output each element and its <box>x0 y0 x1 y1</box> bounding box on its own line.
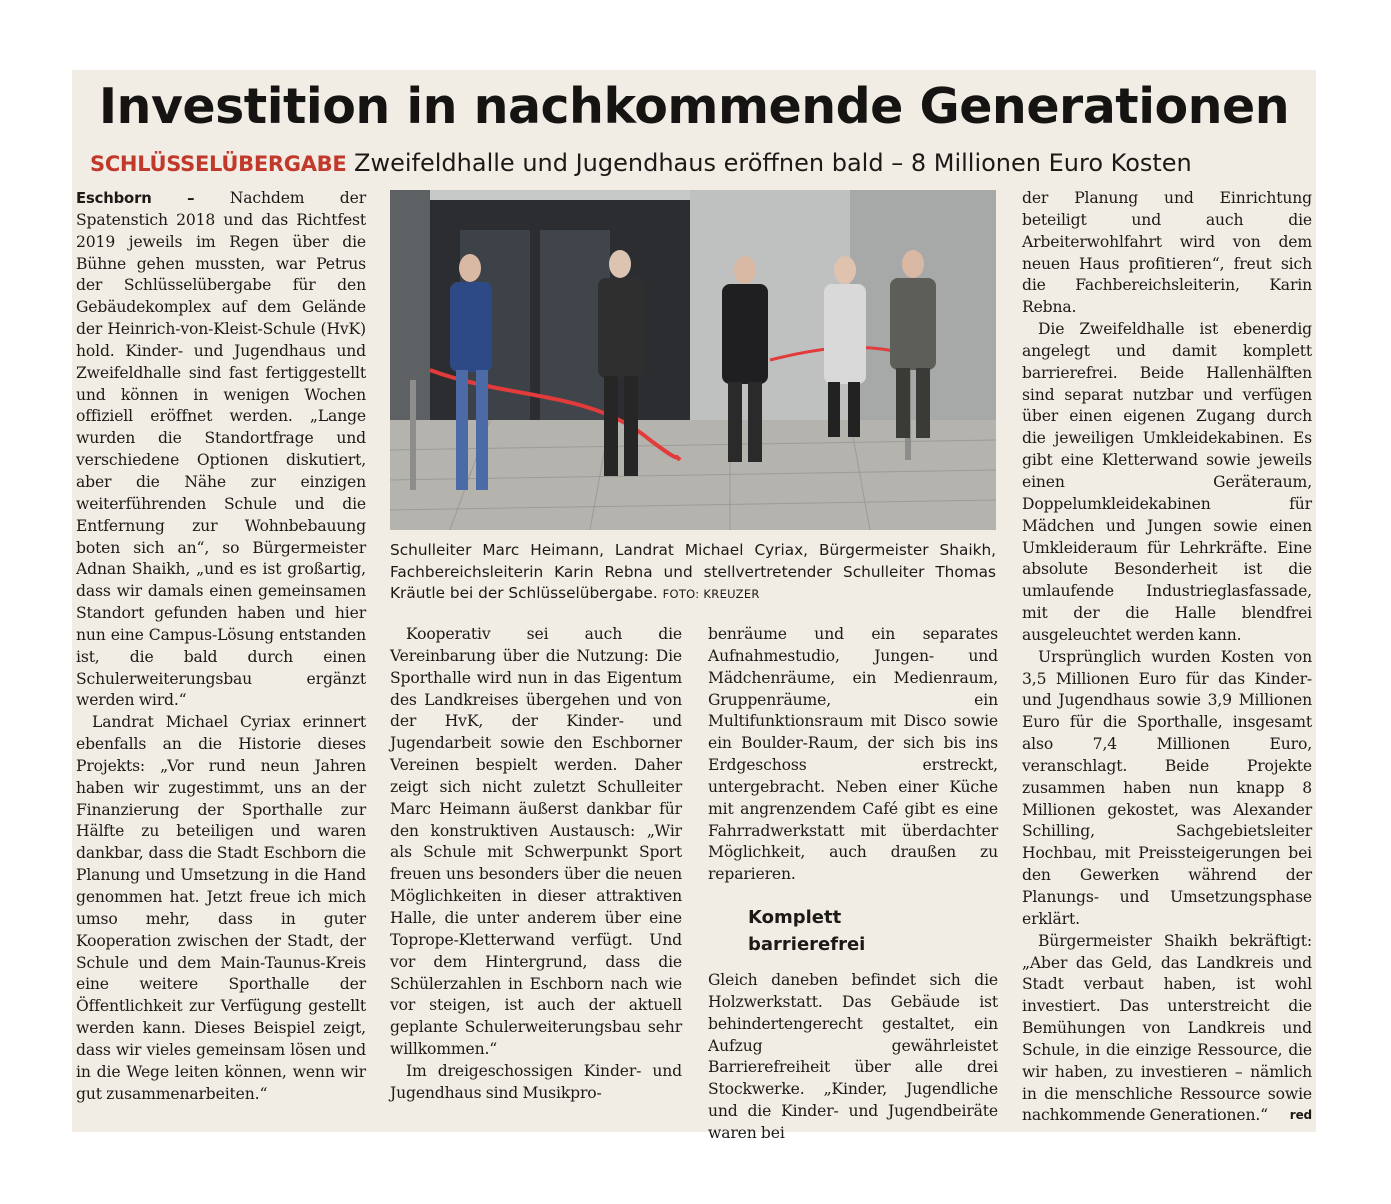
paragraph: Kooperativ sei auch die Vereinbarung über die Nutzung: Die Sporthalle wird nun in das Eigentum des Landkreises übergehen und von der HvK, der Kinder- und Jugendarbeit sowie den Eschborner Vereinen bespielt werden. Daher zeigt sich nicht zuletzt Schulleiter Marc Heimann äußerst dankbar für den konstruktiven Austausch: „Wir als Schule mit Schwerpunkt Sport freuen uns besonders über die neuen Möglichkeiten in dieser attraktiven Halle, die unter anderem über eine Toprope-Kletterwand verfügt. Und vor dem Hintergrund, dass die Schülerzahlen in Eschborn nach wie vor steigen, ist auch der aktuell geplante Schulerweiterungsbau sehr willkommen.“ <box>390 625 682 1059</box>
section-subhead: Komplett barrierefrei <box>748 907 866 955</box>
paragraph: Gleich daneben befindet sich die Holzwerkstatt. Das Gebäude ist behindertengerecht gestaltet, ein Aufzug gewährleistet Barrierefreiheit über alle drei Stockwerke. „Kinder, Jugendliche und die Kinder- und Jugendbeiräte waren bei <box>708 971 998 1142</box>
dateline: Eschborn – <box>76 190 195 207</box>
paragraph: Ursprünglich wurden Kosten von 3,5 Millionen Euro für das Kinder- und Jugendhaus sowie 3,9 Millionen Euro für die Sporthalle, insgesamt also 7,4 Millionen Euro, veranschlagt. Beide Projekte zusammen haben nun knapp 8 Millionen gekostet, was Alexander Schilling, Sachgebietsleiter Hochbau, mit Preissteigerungen bei den Gewerken während der Planungs- und Umsetzungsphase erklärt. <box>1022 647 1312 928</box>
photo-credit: FOTO: KREUZER <box>662 587 760 601</box>
paragraph: Die Zweifeldhalle ist ebenerdig angelegt und damit komplett barrierefrei. Beide Hallenhälften sind separat nutzbar und verfügen über einen eigenen Zugang durch die jeweiligen Umkleidekabinen. Es gibt eine Kletterwand sowie jeweils einen Geräteraum, Doppelumkleidekabinen für Mädchen und Jungen sowie einen Umkleideraum für Lehrkräfte. Eine absolute Besonderheit ist die umlaufende Industrieglasfassade, mit der die Halle blendfrei ausgeleuchtet werden kann. <box>1022 320 1312 644</box>
kicker: SCHLÜSSELÜBERGABE <box>90 152 347 176</box>
paragraph: Im dreigeschossigen Kinder- und Jugendhaus sind Musikpro- <box>390 1061 682 1102</box>
photo-image <box>390 190 996 530</box>
subheadline-row <box>90 146 1316 181</box>
article-column-1 <box>76 188 366 1105</box>
headline: Investition in nachkommende Generationen <box>98 78 1290 135</box>
article-column-3b <box>708 970 998 1145</box>
article-column-4 <box>1022 188 1312 1127</box>
newspaper-clipping <box>72 70 1316 1142</box>
article-column-3a <box>708 624 998 886</box>
article-column-2 <box>390 624 682 1105</box>
paragraph: Eschborn – Nachdem der Spatenstich 2018 und das Richtfest 2019 jeweils im Regen über die Bühne gehen mussten, war Petrus der Schlüsselübergabe für den Gebäudekomplex auf dem Gelände der Heinrich-von-Kleist-Schule (HvK) hold. Kinder- und Jugendhaus und Zweifeldhalle sind fast fertiggestellt und können in wenigen Wochen offiziell eröffnet werden. „Lange wurden die Standortfrage und verschiedene Optionen diskutiert, aber die Nähe zur einzigen weiterführenden Schule und die Entfernung zur Wohnbebauung boten sich an“, so Bürgermeister Adnan Shaikh, „und es ist großartig, dass wir damals einen gemeinsamen Standort gefunden haben und hier nun eine Campus-Lösung entstanden ist, die bald durch einen Schulerweiterungsbau ergänzt werden wird.“ <box>76 189 366 710</box>
subheadline: Zweifeldhalle und Jugendhaus eröffnen bald – 8 Millionen Euro Kosten <box>354 149 1192 177</box>
paragraph: der Planung und Einrichtung beteiligt und auch die Arbeiterwohlfahrt wird von dem neuen Haus profitieren“, freut sich die Fachbereichsleiterin, Karin Rebna. <box>1022 189 1312 317</box>
author-signature: red <box>1289 1108 1312 1123</box>
paragraph: benräume und ein separates Aufnahmestudio, Jungen- und Mädchenräume, ein Medienraum, Gruppenräume, ein Multifunktionsraum mit Disco sowie ein Boulder-Raum, der sich bis ins Erdgeschoss erstreckt, untergebracht. Neben einer Küche mit angrenzendem Café gibt es eine Fahrradwerkstatt mit überdachter Möglichkeit, auch draußen zu reparieren. <box>708 625 998 884</box>
paragraph: Bürgermeister Shaikh bekräftigt: „Aber das Geld, das Landkreis und Stadt verbaut haben, ist wohl investiert. Das unterstreicht die Bemühungen von Landkreis und Schule, in die einzige Ressource, die wir haben, zu investieren – nämlich in die menschliche Ressource sowie nachkommende Generationen.“ red <box>1022 931 1312 1128</box>
article-photo <box>390 190 996 530</box>
photo-caption: Schulleiter Marc Heimann, Landrat Michael Cyriax, Bürgermeister Shaikh, Fachbereichsleiterin Karin Rebna und stellvertretender Schulleiter Thomas Kräutle bei der Schlüsselübergabe. FOTO: KREUZER <box>390 541 996 602</box>
paragraph: Landrat Michael Cyriax erinnert ebenfalls an die Historie dieses Projekts: „Vor rund neun Jahren haben wir zugestimmt, uns an der Finanzierung der Sporthalle zur Hälfte zu beteiligen und waren dankbar, dass die Stadt Eschborn die Planung und Umsetzung in die Hand genommen hat. Jetzt freue ich mich umso mehr, dass in guter Kooperation zwischen der Stadt, der Schule und dem Main-Taunus-Kreis eine weitere Sporthalle der Öffentlichkeit zur Verfügung gestellt werden kann. Dieses Beispiel zeigt, dass wir vieles gemeinsam lösen und in die Wege leiten können, wenn wir gut zusammenarbeiten.“ <box>76 713 366 1103</box>
